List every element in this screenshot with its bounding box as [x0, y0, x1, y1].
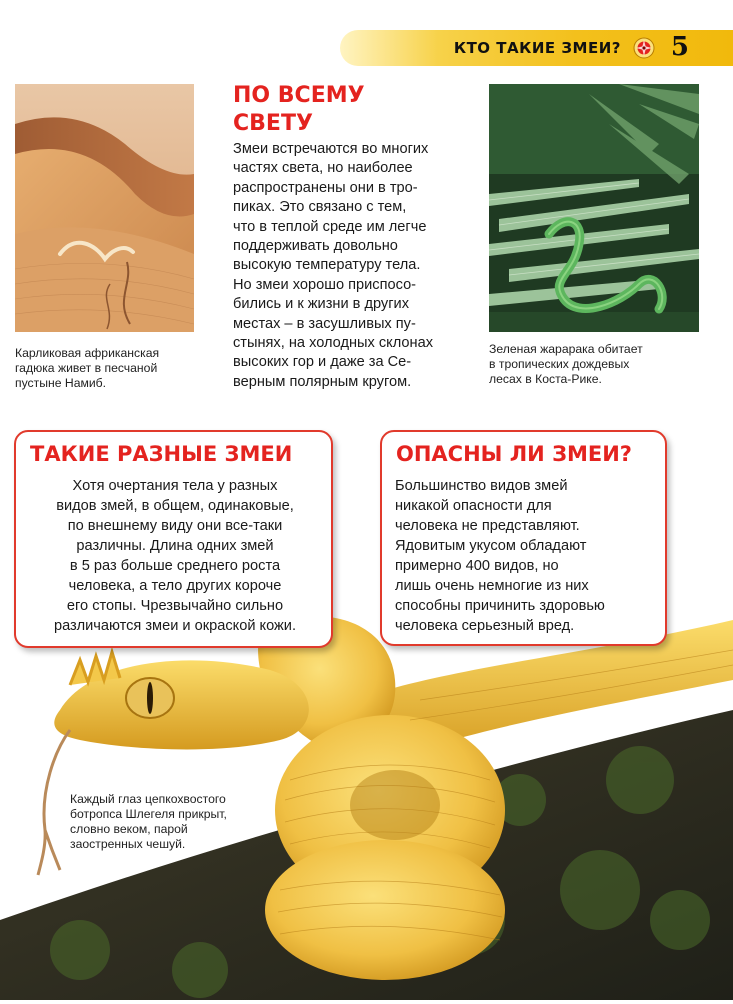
text-line: стынях, на холодных склонах — [233, 335, 434, 352]
text-line: человека не представляют. — [395, 518, 580, 534]
text-line: никакой опасности для — [395, 498, 552, 514]
caption-line: Карликовая африканская — [15, 346, 160, 360]
text-line: местах – в засушливых пу- — [233, 315, 416, 332]
desert-caption — [15, 346, 195, 391]
world-heading — [233, 82, 453, 138]
caption-line: словно веком, парой — [70, 822, 188, 836]
heading-line: СВЕТУ — [233, 111, 313, 136]
page-number: 5 — [670, 32, 689, 62]
snake-caption — [70, 792, 270, 852]
danger-box — [380, 430, 667, 646]
text-line: что в теплой среде им легче — [233, 218, 427, 235]
jungle-caption — [489, 342, 689, 387]
caption-line: пустыне Намиб. — [15, 376, 107, 390]
kinds-heading: ТАКИЕ РАЗНЫЕ ЗМЕИ — [30, 442, 293, 466]
world-paragraph — [233, 140, 458, 392]
caption-line: ботропса Шлегеля прикрыт, — [70, 807, 227, 821]
compass-icon — [633, 37, 655, 59]
text-line: Хотя очертания тела у разных — [72, 478, 278, 494]
page-header — [340, 30, 733, 66]
text-line: поддерживать довольно — [233, 238, 398, 255]
text-line: Змеи встречаются во многих — [233, 141, 429, 157]
caption-line: заостренных чешуй. — [70, 837, 186, 851]
kinds-paragraph — [29, 476, 321, 636]
text-line: высокую температуру тела. — [233, 257, 421, 274]
text-line: лишь очень немногие из них — [395, 578, 589, 594]
text-line: видов змей, в общем, одинаковые, — [56, 498, 294, 514]
danger-paragraph — [395, 476, 657, 636]
text-line: Большинство видов змей — [395, 478, 568, 494]
caption-line: Зеленая жарарака обитает — [489, 342, 643, 356]
caption-line: в тропических дождевых — [489, 357, 630, 371]
text-line: человека, а тело других короче — [68, 578, 282, 594]
text-line: распространены они в тро- — [233, 179, 418, 196]
text-line: верным полярным кругом. — [233, 373, 412, 390]
danger-heading: ОПАСНЫ ЛИ ЗМЕИ? — [396, 442, 632, 466]
green-viper-photo — [489, 84, 699, 332]
text-line: способны причинить здоровью — [395, 598, 605, 614]
text-line: различны. Длина одних змей — [76, 538, 274, 554]
text-line: человека серьезный вред. — [395, 618, 575, 634]
text-line: примерно 400 видов, но — [395, 558, 559, 574]
desert-viper-photo — [15, 84, 194, 332]
heading-line: ПО ВСЕМУ — [233, 83, 365, 108]
text-line: высоких гор и даже за Се- — [233, 354, 412, 371]
caption-line: лесах в Коста-Рике. — [489, 372, 602, 386]
section-title: КТО ТАКИЕ ЗМЕИ? — [453, 39, 621, 57]
text-line: пиках. Это связано с тем, — [233, 199, 407, 216]
text-line: Ядовитым укусом обладают — [395, 538, 587, 554]
text-line: по внешнему виду они все-таки — [67, 518, 283, 534]
text-line: различаются змеи и окраской кожи. — [53, 618, 296, 634]
caption-line: гадюка живет в песчаной — [15, 361, 158, 375]
text-line: Но змеи хорошо приспосо- — [233, 276, 417, 293]
text-line: бились и к жизни в других — [233, 296, 409, 313]
caption-line: Каждый глаз цепкохвостого — [70, 792, 226, 806]
text-line: частях света, но наиболее — [233, 160, 413, 177]
text-line: в 5 раз больше среднего роста — [69, 558, 281, 574]
text-line: его стопы. Чрезвычайно сильно — [66, 598, 284, 614]
kinds-box — [14, 430, 333, 648]
